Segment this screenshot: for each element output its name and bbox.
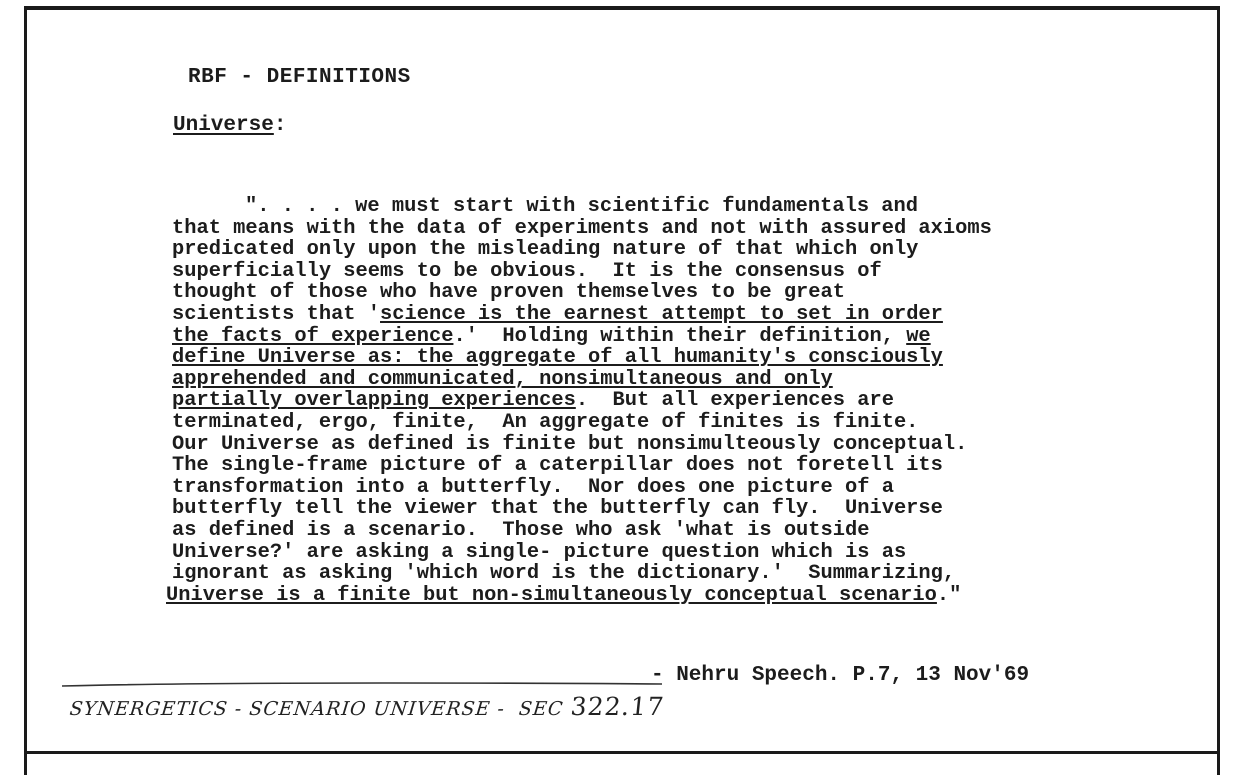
quote-body [166, 195, 1132, 607]
text-segment: ". . . . we must start with scientific fundamentals and [245, 195, 919, 218]
text-line [172, 282, 1132, 304]
text-segment: butterfly tell the viewer that the butterfly can fly. Universe [172, 497, 943, 521]
text-line [172, 390, 1132, 412]
text-segment: scientists that ' [172, 302, 381, 326]
text-segment: as defined is a scenario. Those who ask 'what is outside [172, 518, 870, 542]
handwritten-note-text: SYNERGETICS - SCENARIO UNIVERSE - SEC [68, 698, 565, 720]
text-line [172, 542, 1132, 564]
text-line [172, 477, 1132, 499]
underlined-text: apprehended and communicated, nonsimultaneous and only [172, 367, 833, 391]
text-segment: Universe?' are asking a single- picture question which is as [172, 540, 907, 564]
text-line [172, 347, 1132, 369]
text-line [172, 563, 1132, 585]
text-segment: .' Holding within their definition, [453, 324, 907, 348]
handwritten-note [68, 692, 665, 721]
text-segment: that means with the data of experiments and not with assured axioms [172, 216, 992, 240]
text-segment: transformation into a butterfly. Nor does one picture of a [172, 475, 894, 499]
text-segment: thought of those who have proven themselves to be great [172, 281, 846, 305]
heading-word: Universe [173, 114, 274, 137]
underlined-text: define Universe as: the aggregate of all humanity's consciously [172, 346, 943, 370]
underlined-text: the facts of experience [172, 324, 454, 348]
text-line [172, 498, 1132, 520]
text-segment: predicated only upon the misleading nature of that which only [172, 238, 919, 262]
text-segment: The single-frame picture of a caterpillar does not foretell its [172, 454, 943, 478]
text-segment: ." [936, 583, 962, 607]
handwritten-rule [62, 680, 662, 690]
text-line [172, 239, 1132, 261]
heading-colon: : [273, 114, 287, 137]
text-line [172, 196, 1132, 218]
text-line [172, 304, 1132, 326]
underlined-text: Universe is a finite but non-simultaneously conceptual scenario [166, 583, 937, 607]
handwritten-section-number: 322.17 [569, 692, 666, 721]
underlined-text: we [906, 324, 931, 348]
text-line [172, 455, 1132, 477]
underlined-text: science is the earnest attempt to set in order [380, 302, 943, 326]
text-line [172, 218, 1132, 240]
text-line [172, 412, 1132, 434]
text-line [172, 261, 1132, 283]
text-segment: terminated, ergo, finite, An aggregate of finites is finite. [172, 410, 919, 434]
text-line [172, 520, 1132, 542]
section-heading [173, 114, 286, 137]
text-line [172, 326, 1132, 348]
underlined-text: partially overlapping experiences [172, 389, 576, 413]
text-segment: . But all experiences are [575, 389, 894, 413]
page-bottom-edge [24, 754, 1220, 775]
text-segment: Our Universe as defined is finite but nonsimulteously conceptual. [172, 432, 968, 456]
text-line [172, 369, 1132, 391]
text-line [166, 585, 1132, 607]
text-line [172, 434, 1132, 456]
text-segment: superficially seems to be obvious. It is the consensus of [172, 259, 882, 283]
text-segment: ignorant as asking 'which word is the dictionary.' Summarizing, [172, 562, 956, 586]
attribution: - Nehru Speech. P.7, 13 Nov'69 [651, 664, 1030, 687]
document-title: RBF - DEFINITIONS [188, 66, 411, 89]
